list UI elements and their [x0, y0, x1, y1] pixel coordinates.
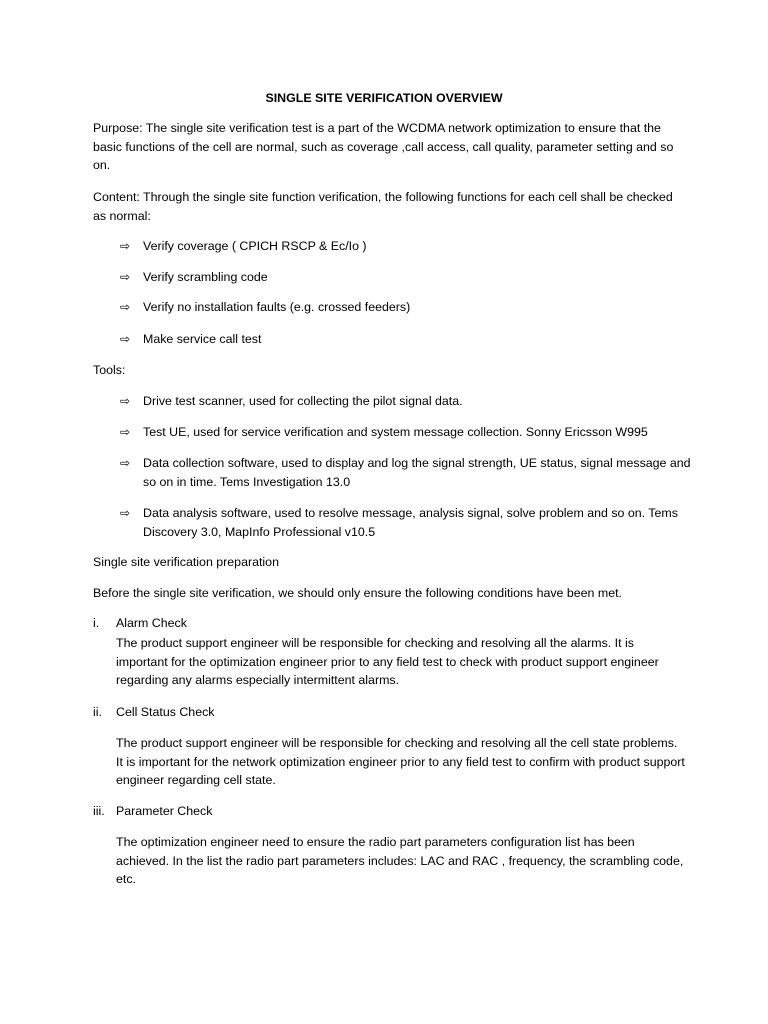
tools-label: Tools: [93, 363, 126, 377]
function-item [120, 298, 703, 317]
function-item-text: Verify no installation faults (e.g. crossed feeders) [143, 300, 411, 314]
tool-item-text: Data analysis software, used to resolve message, analysis signal, solve problem and so on. Tems Discovery 3.0, MapInfo Professional v10.5 [143, 506, 678, 539]
check-number: ii. [93, 705, 102, 719]
document-title: SINGLE SITE VERIFICATION OVERVIEW [265, 91, 503, 105]
check-description: The product support engineer will be responsible for checking and resolving all the alarms. It is important for the optimization engineer prior to any field test to check with product support engineer regarding any alarms especially intermittent alarms. [116, 636, 659, 687]
check-heading: Alarm Check [116, 616, 187, 630]
check-number: iii. [93, 804, 105, 818]
preparation-intro: Before the single site verification, we should only ensure the following conditions have been met. [93, 586, 622, 600]
tool-item [120, 392, 703, 411]
tool-item-text: Test UE, used for service verification and system message collection. Sonny Ericsson W995 [143, 425, 648, 439]
check-heading: Cell Status Check [116, 705, 215, 719]
function-item [120, 330, 703, 349]
function-item-text: Verify coverage ( CPICH RSCP & Ec/Io ) [143, 239, 367, 253]
tool-item [120, 423, 703, 442]
check-description: The optimization engineer need to ensure the radio part parameters configuration list has been achieved. In the list the radio part parameters includes: LAC and RAC , frequency, the scrambling code, etc. [116, 835, 684, 886]
check-heading: Parameter Check [116, 804, 213, 818]
tool-item [120, 454, 703, 491]
arrow-bullet-icon: ⇨ [120, 239, 131, 253]
function-item-text: Make service call test [143, 332, 262, 346]
arrow-bullet-icon: ⇨ [120, 270, 131, 284]
purpose-paragraph: Purpose: The single site verification test is a part of the WCDMA network optimization to ensure that the basic functions of the cell are normal, such as coverage ,call access, call quality, parameter setting and so on. [93, 121, 674, 172]
arrow-bullet-icon: ⇨ [120, 300, 131, 314]
arrow-bullet-icon: ⇨ [120, 332, 131, 346]
preparation-heading: Single site verification preparation [93, 555, 279, 569]
tool-item [120, 504, 703, 541]
function-item [120, 268, 703, 287]
arrow-bullet-icon: ⇨ [120, 456, 131, 470]
tool-item-text: Drive test scanner, used for collecting the pilot signal data. [143, 394, 463, 408]
tool-item-text: Data collection software, used to display and log the signal strength, UE status, signal message and so on in time. Tems Investigation 13.0 [143, 456, 691, 489]
check-number: i. [93, 616, 100, 630]
arrow-bullet-icon: ⇨ [120, 394, 131, 408]
arrow-bullet-icon: ⇨ [120, 425, 131, 439]
function-item-text: Verify scrambling code [143, 270, 268, 284]
arrow-bullet-icon: ⇨ [120, 506, 131, 520]
content-paragraph: Content: Through the single site function verification, the following functions for each cell shall be checked as normal: [93, 190, 673, 223]
function-item [120, 237, 703, 256]
check-description: The product support engineer will be responsible for checking and resolving all the cell state problems. It is important for the network optimization engineer prior to any field test to confirm with product support engineer regarding cell state. [116, 736, 685, 787]
